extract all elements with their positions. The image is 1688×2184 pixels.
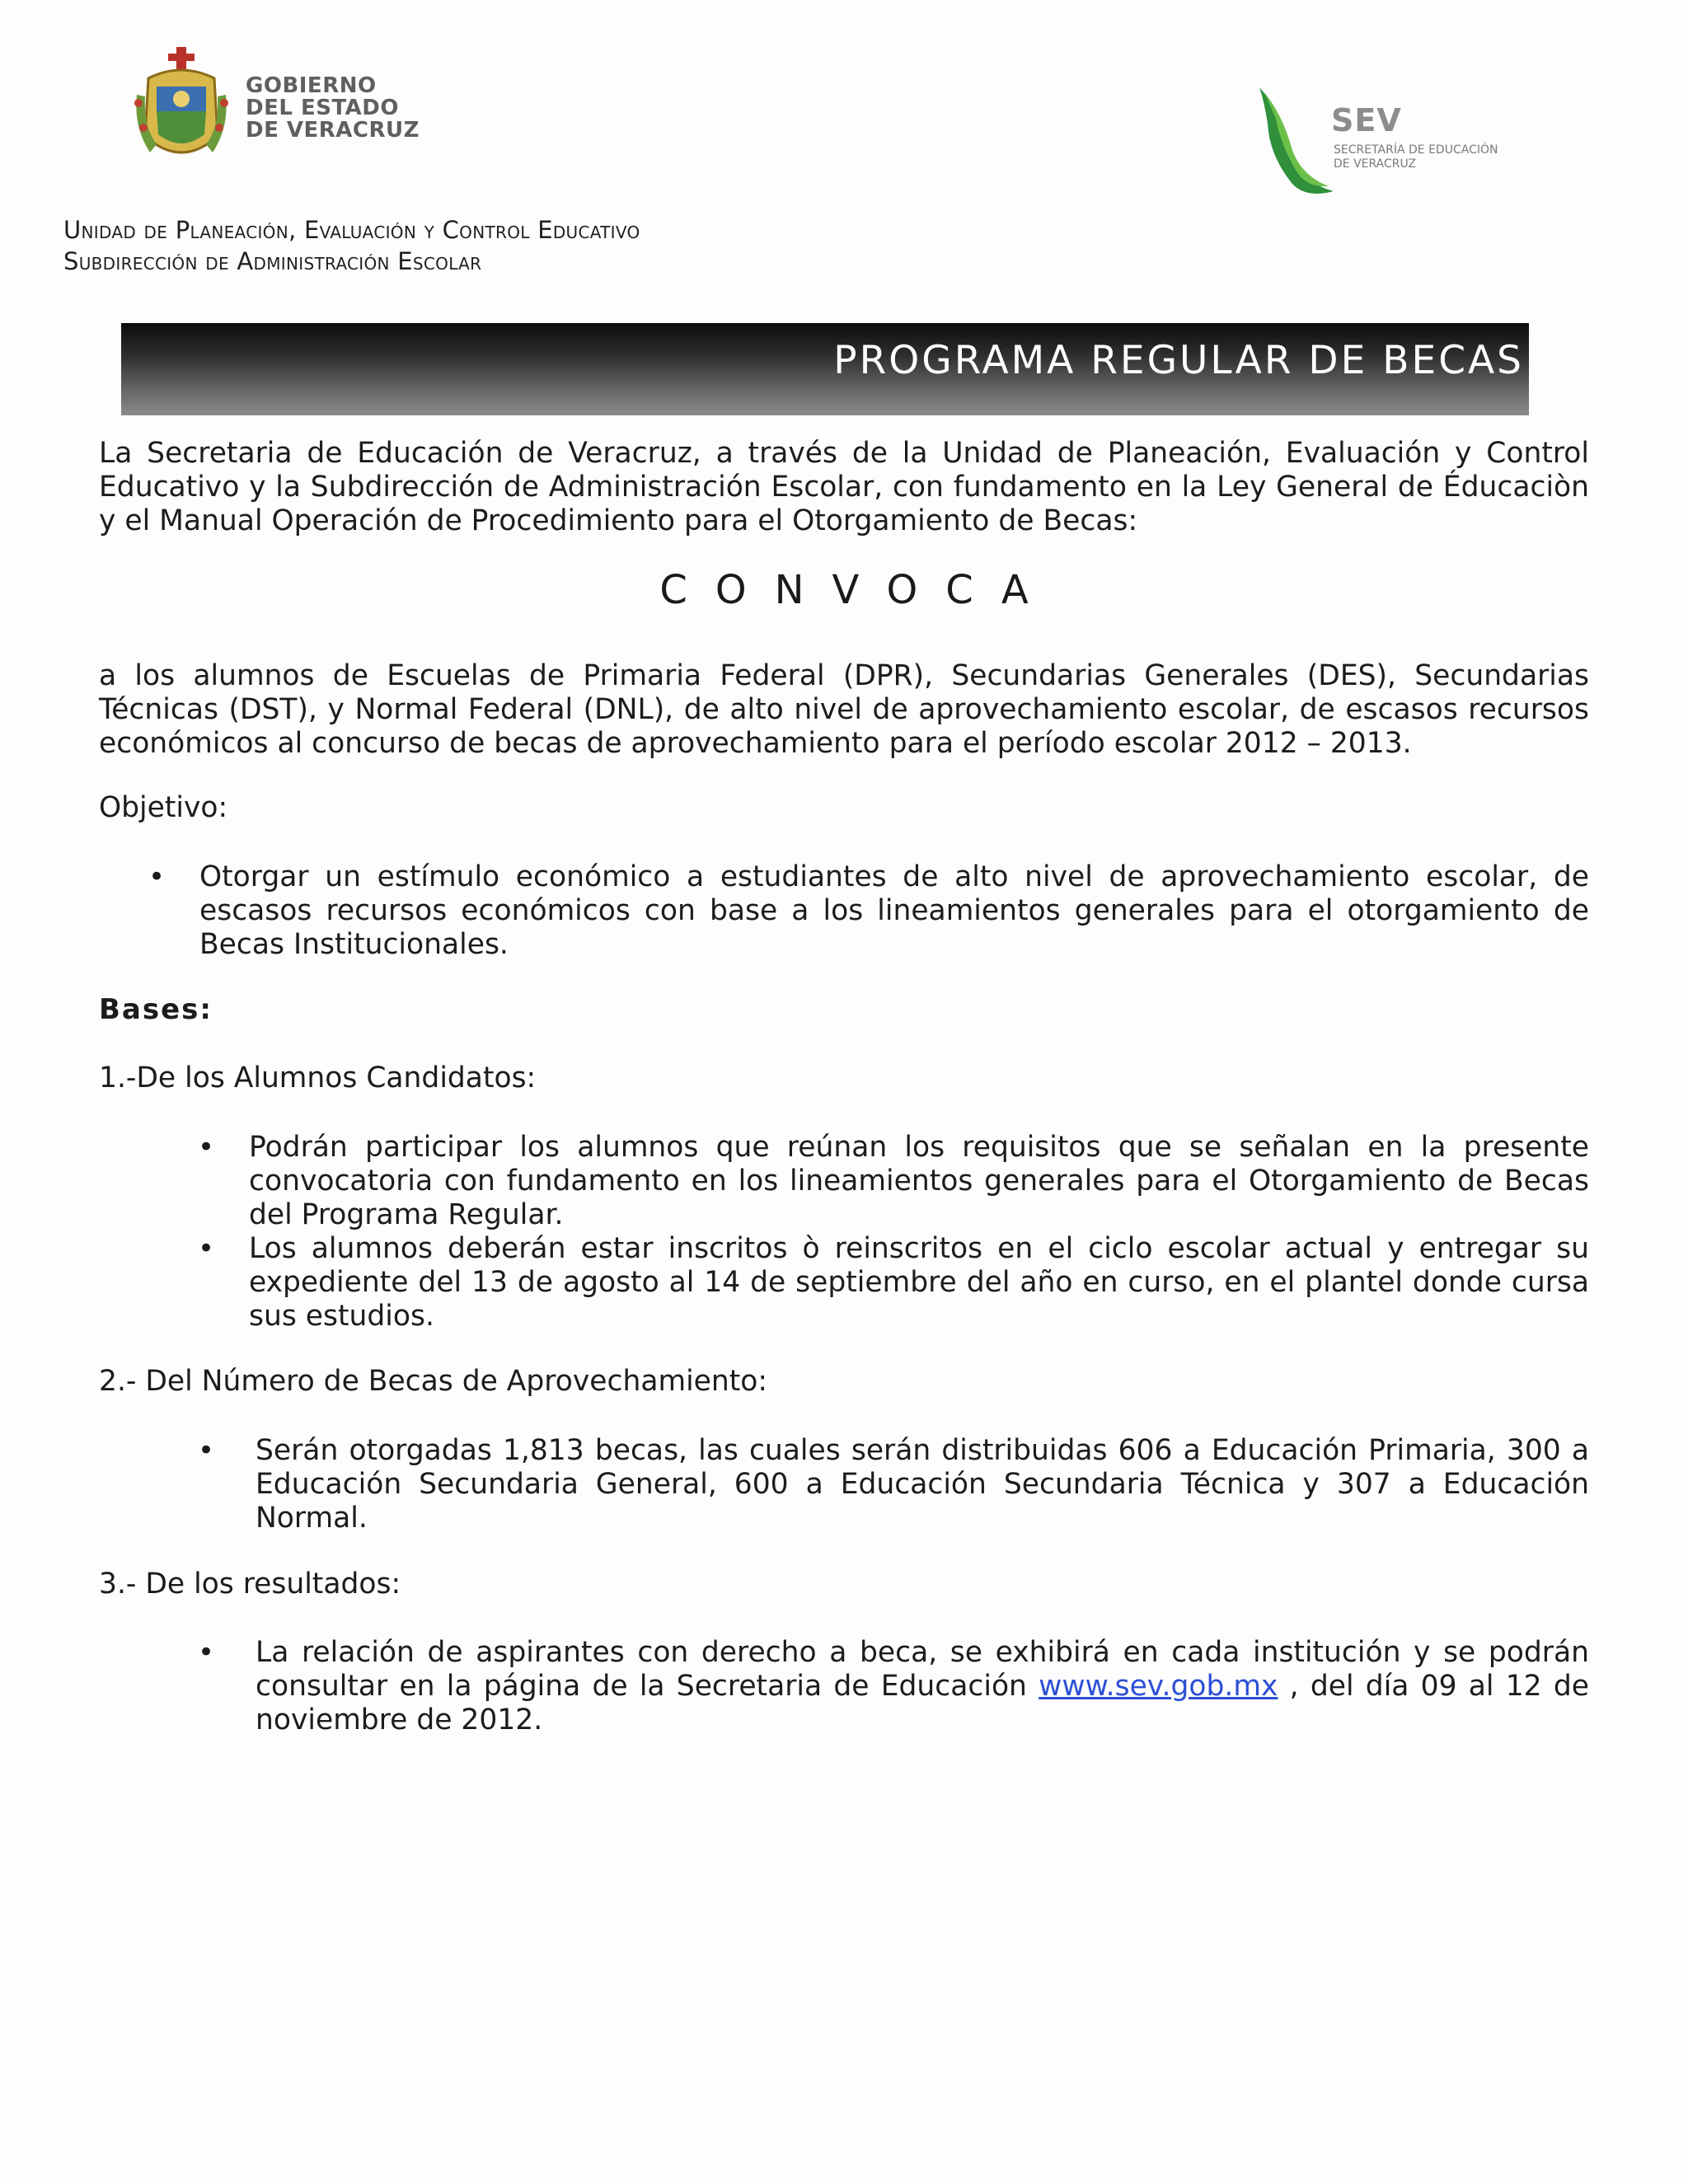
section-2-label: 2.- Del Número de Becas de Aprovechamiento:	[99, 1365, 768, 1398]
section-1-label: 1.-De los Alumnos Candidatos:	[99, 1062, 537, 1094]
gov-logo-line-3: DE VERACRUZ	[246, 118, 420, 143]
sev-name-line-1: SECRETARÍA DE EDUCACIÓN	[1334, 143, 1498, 157]
sev-abbreviation: SEV	[1331, 102, 1402, 138]
section-3-label: 3.- De los resultados:	[99, 1568, 401, 1601]
sev-website-link[interactable]: www.sev.gob.mx	[1039, 1670, 1278, 1703]
coat-of-arms-icon	[132, 45, 231, 169]
section-3-text-after-link: , del día 09 al 12 de noviembre de 2012.	[256, 1670, 1589, 1736]
bases-label: Bases:	[99, 993, 213, 1026]
objetivo-label: Objetivo:	[99, 791, 228, 824]
convoca-paragraph: a los alumnos de Escuelas de Primaria Federal (DPR), Secundarias Generales (DES), Secundarias Técnicas (DST), y Normal Federal (DNL), de alto nivel de aprovechamiento escolar, de escasos recursos económicos al concurso de becas de aprovechamiento para el período escolar 2012 – 2013.	[99, 659, 1589, 760]
section-1-bullet-1: Podrán participar los alumnos que reúnan los requisitos que se señalan en la presente convocatoria con fundamento en los lineamientos generales para el Otorgamiento de Becas del Programa Regular.	[249, 1131, 1589, 1231]
department-line-1: Unidad de Planeación, Evaluación y Control Educativo	[63, 216, 640, 244]
bullet-icon: •	[198, 1434, 215, 1467]
bullet-icon: •	[198, 1636, 215, 1669]
section-3-text-before-link: La relación de aspirantes con derecho a beca, se exhibirá en cada institución y se podrán consultar en la página de la Secretaria de Educación	[256, 1636, 1589, 1703]
sev-full-name	[1334, 143, 1498, 171]
section-2-bullet-1: Serán otorgadas 1,813 becas, las cuales serán distribuidas 606 a Educación Primaria, 300 a Educación Secundaria General, 600 a Educación Secundaria Técnica y 307 a Educación Normal.	[256, 1434, 1589, 1535]
bullet-icon: •	[198, 1232, 215, 1265]
gobierno-logo-text	[246, 75, 420, 142]
objetivo-text: Otorgar un estímulo económico a estudiantes de alto nivel de aprovechamiento escolar, de escasos recursos económicos con base a los lineamientos generales para el otorgamiento de Becas Institucionales.	[199, 860, 1589, 961]
sev-logo	[1253, 82, 1500, 202]
gov-logo-line-1: GOBIERNO	[246, 73, 377, 98]
intro-paragraph: La Secretaria de Educación de Veracruz, a través de la Unidad de Planeación, Evaluación y Control Educativo y la Subdirección de Administración Escolar, con fundamento en la Ley General de Éducaciòn y el Manual Operación de Procedimiento para el Otorgamiento de Becas:	[99, 437, 1589, 537]
sev-name-line-2: DE VERACRUZ	[1334, 157, 1417, 171]
gobierno-veracruz-logo	[132, 45, 429, 169]
gov-logo-line-2: DEL ESTADO	[246, 96, 399, 120]
title-banner	[121, 323, 1529, 415]
convoca-heading: CONVOCA	[659, 567, 1057, 613]
department-line-2: Subdirección de Administración Escolar	[63, 247, 482, 275]
section-1-bullet-2: Los alumnos deberán estar inscritos ò reinscritos en el ciclo escolar actual y entregar su expediente del 13 de agosto al 14 de septiembre del año en curso, en el plantel donde cursa sus estudios.	[249, 1232, 1589, 1333]
page-title: PROGRAMA REGULAR DE BECAS	[833, 338, 1524, 383]
section-3-bullet-1	[256, 1636, 1589, 1737]
sev-leaf-icon	[1253, 82, 1348, 202]
bullet-icon: •	[148, 860, 166, 893]
bullet-icon: •	[198, 1131, 215, 1164]
